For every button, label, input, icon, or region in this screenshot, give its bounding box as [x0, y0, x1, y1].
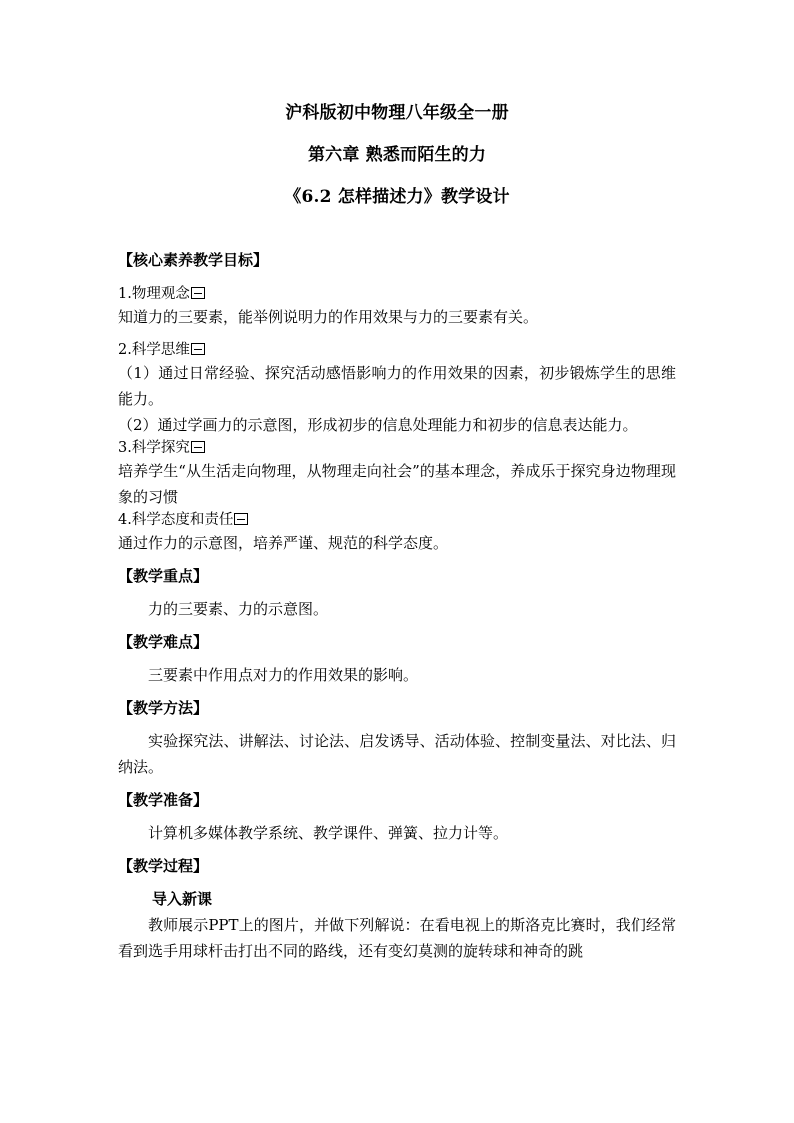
document-body — [118, 250, 676, 964]
placeholder-box-icon — [234, 513, 248, 525]
process-subheading: 导入新课 — [152, 890, 213, 908]
chapter-title: 第六章 熟悉而陌生的力 — [307, 145, 487, 165]
objective-label-2: 2.科学思维 — [118, 340, 676, 360]
objective-label-3: 3.科学探究 — [118, 438, 676, 458]
objective-text-2b: （2）通过学画力的示意图，形成初步的信息处理能力和初步的信息表达能力。 — [118, 416, 638, 434]
key-points-heading: 【教学重点】 — [118, 567, 209, 585]
objective-label-4: 4.科学态度和责任 — [118, 510, 676, 530]
methods-heading: 【教学方法】 — [118, 699, 209, 717]
objective-label-1: 1.物理观念 — [118, 284, 676, 304]
objective-text-3: 培养学生“从生活走向物理，从物理走向社会”的基本理念，养成乐于探究身边物理现象的习惯 — [118, 462, 676, 506]
objective-text-1: 知道力的三要素，能举例说明力的作用效果与力的三要素有关。 — [118, 308, 539, 326]
objective-text-4: 通过作力的示意图，培养严谨、规范的科学态度。 — [118, 534, 449, 552]
process-text: 教师展示PPT上的图片，并做下列解说：在看电视上的斯洛克比赛时，我们经常看到选手用球杆击打出不同的路线，还有变幻莫测的旋转球和神奇的跳 — [118, 916, 676, 960]
placeholder-box-icon — [191, 287, 205, 299]
placeholder-box-icon — [191, 441, 205, 453]
title-block — [118, 0, 676, 208]
objectives-heading: 【核心素养教学目标】 — [118, 251, 269, 269]
process-heading: 【教学过程】 — [118, 857, 209, 875]
placeholder-box-icon — [191, 343, 205, 355]
key-points-text: 力的三要素、力的示意图。 — [148, 600, 329, 618]
preparation-heading: 【教学准备】 — [118, 791, 209, 809]
preparation-text: 计算机多媒体教学系统、教学课件、弹簧、拉力计等。 — [148, 824, 509, 842]
book-title: 沪科版初中物理八年级全一册 — [285, 103, 509, 123]
methods-text: 实验探究法、讲解法、讨论法、启发诱导、活动体验、控制变量法、对比法、归纳法。 — [118, 732, 676, 776]
objective-text-2a: （1）通过日常经验、探究活动感悟影响力的作用效果的因素，初步锻炼学生的思维能力。 — [118, 364, 676, 408]
difficulties-heading: 【教学难点】 — [118, 633, 209, 651]
difficulties-text: 三要素中作用点对力的作用效果的影响。 — [148, 666, 419, 684]
lesson-title: 《6.2 怎样描述力》教学设计 — [284, 187, 510, 207]
